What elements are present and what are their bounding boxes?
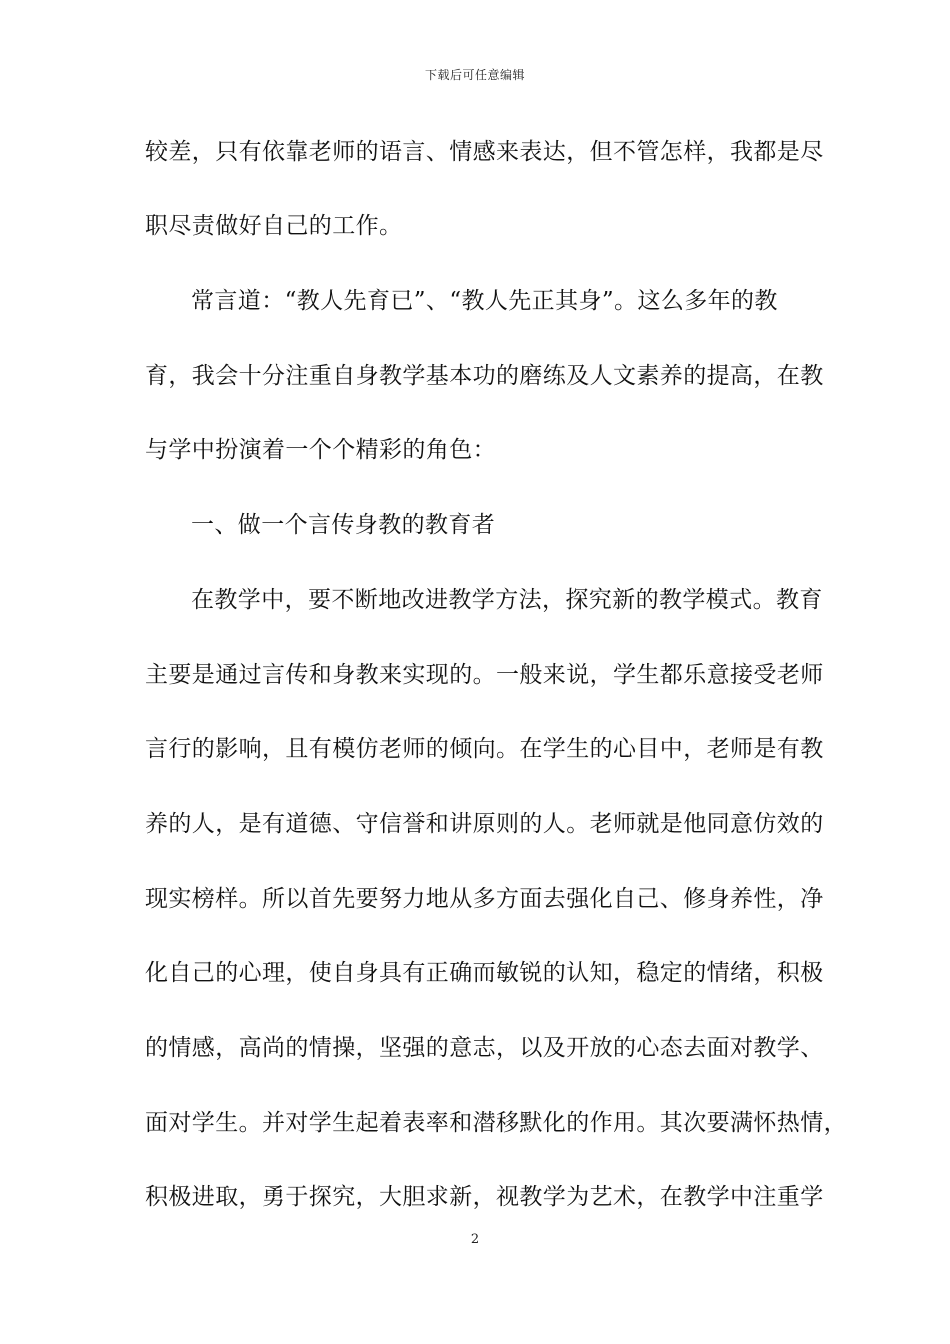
text-line: 面对学生。并对学生起着表率和潜移默化的作用。其次要满怀热情， [145, 1110, 847, 1136]
text-line: 化自己的心理，使自身具有正确而敏锐的认知，稳定的情绪，积极 [145, 960, 824, 986]
text-line: 较差，只有依靠老师的语言、情感来表达，但不管怎样，我都是尽 [145, 139, 824, 165]
text-line: 的情感，高尚的情操，坚强的意志，以及开放的心态去面对教学、 [145, 1035, 824, 1061]
text-line: 现实榜样。所以首先要努力地从多方面去强化自己、修身养性，净 [145, 886, 824, 912]
header-note: 下载后可任意编辑 [424, 68, 525, 82]
text-line: 与学中扮演着一个个精彩的角色： [145, 437, 496, 463]
text-line: 言行的影响，且有模仿老师的倾向。在学生的心目中，老师是有教 [145, 736, 824, 762]
text-line: 养的人，是有道德、守信誉和讲原则的人。老师就是他同意仿效的 [145, 811, 824, 837]
text-line: 主要是通过言传和身教来实现的。一般来说，学生都乐意接受老师 [145, 662, 824, 688]
text-line: 在教学中，要不断地改进教学方法，探究新的教学模式。教育 [191, 587, 823, 613]
text-line: 积极进取，勇于探究，大胆求新，视教学为艺术，在教学中注重学 [145, 1184, 824, 1210]
text-line: 育，我会十分注重自身教学基本功的磨练及人文素养的提高，在教 [145, 363, 824, 389]
text-line: 职尽责做好自己的工作。 [145, 213, 403, 239]
page-number: 2 [470, 1232, 480, 1247]
section-heading: 一、做一个言传身教的教育者 [191, 512, 496, 538]
text-line: 常言道：“教人先育已”、“教人先正其身”。这么多年的教 [191, 288, 778, 314]
